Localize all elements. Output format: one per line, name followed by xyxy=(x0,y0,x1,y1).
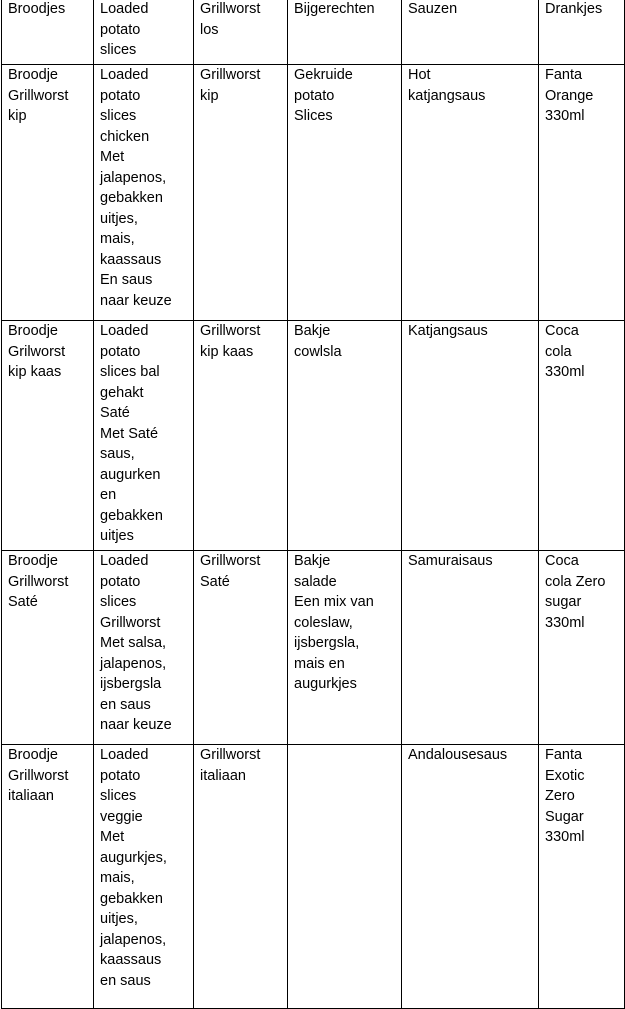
table-cell: Samuraisaus xyxy=(402,551,539,745)
table-cell xyxy=(288,745,402,1009)
table-cell: Katjangsaus xyxy=(402,321,539,551)
table-cell: Hot katjangsaus xyxy=(402,65,539,321)
table-cell: Loaded potato slices Grillworst Met salsa, jalapenos, ijsbergsla en saus naar keuze xyxy=(94,551,194,745)
table-cell: Bakje salade Een mix van coleslaw, ijsbergsla, mais en augurkjes xyxy=(288,551,402,745)
table-row xyxy=(2,65,625,321)
table-cell: Broodje Grillworst kip xyxy=(2,65,94,321)
table-row xyxy=(2,551,625,745)
header-row xyxy=(2,0,625,65)
table-cell: Loaded potato slices bal gehakt Saté Met Saté saus, augurken en gebakken uitjes xyxy=(94,321,194,551)
header-loaded-potato-slices: Loaded potato slices xyxy=(94,0,194,65)
header-bijgerechten: Bijgerechten xyxy=(288,0,402,65)
table-cell: Gekruide potato Slices xyxy=(288,65,402,321)
table-cell: Fanta Orange 330ml xyxy=(539,65,625,321)
table-cell: Andalousesaus xyxy=(402,745,539,1009)
table-cell: Grillworst kip xyxy=(194,65,288,321)
table-cell: Loaded potato slices chicken Met jalapenos, gebakken uitjes, mais, kaassaus En saus naar keuze xyxy=(94,65,194,321)
table-cell: Coca cola 330ml xyxy=(539,321,625,551)
table-cell: Bakje cowlsla xyxy=(288,321,402,551)
menu-table xyxy=(1,0,625,1009)
table-cell: Grillworst kip kaas xyxy=(194,321,288,551)
table-cell: Coca cola Zero sugar 330ml xyxy=(539,551,625,745)
table-cell: Fanta Exotic Zero Sugar 330ml xyxy=(539,745,625,1009)
table-cell: Loaded potato slices veggie Met augurkjes, mais, gebakken uitjes, jalapenos, kaassaus en saus xyxy=(94,745,194,1009)
table-row xyxy=(2,321,625,551)
header-grillworst-los: Grillworst los xyxy=(194,0,288,65)
table-row xyxy=(2,745,625,1009)
table-cell: Broodje Grillworst italiaan xyxy=(2,745,94,1009)
header-drankjes: Drankjes xyxy=(539,0,625,65)
table-cell: Grillworst italiaan xyxy=(194,745,288,1009)
table-cell: Broodje Grillworst Saté xyxy=(2,551,94,745)
table-cell: Broodje Grilworst kip kaas xyxy=(2,321,94,551)
header-broodjes: Broodjes xyxy=(2,0,94,65)
table-cell: Grillworst Saté xyxy=(194,551,288,745)
header-sauzen: Sauzen xyxy=(402,0,539,65)
